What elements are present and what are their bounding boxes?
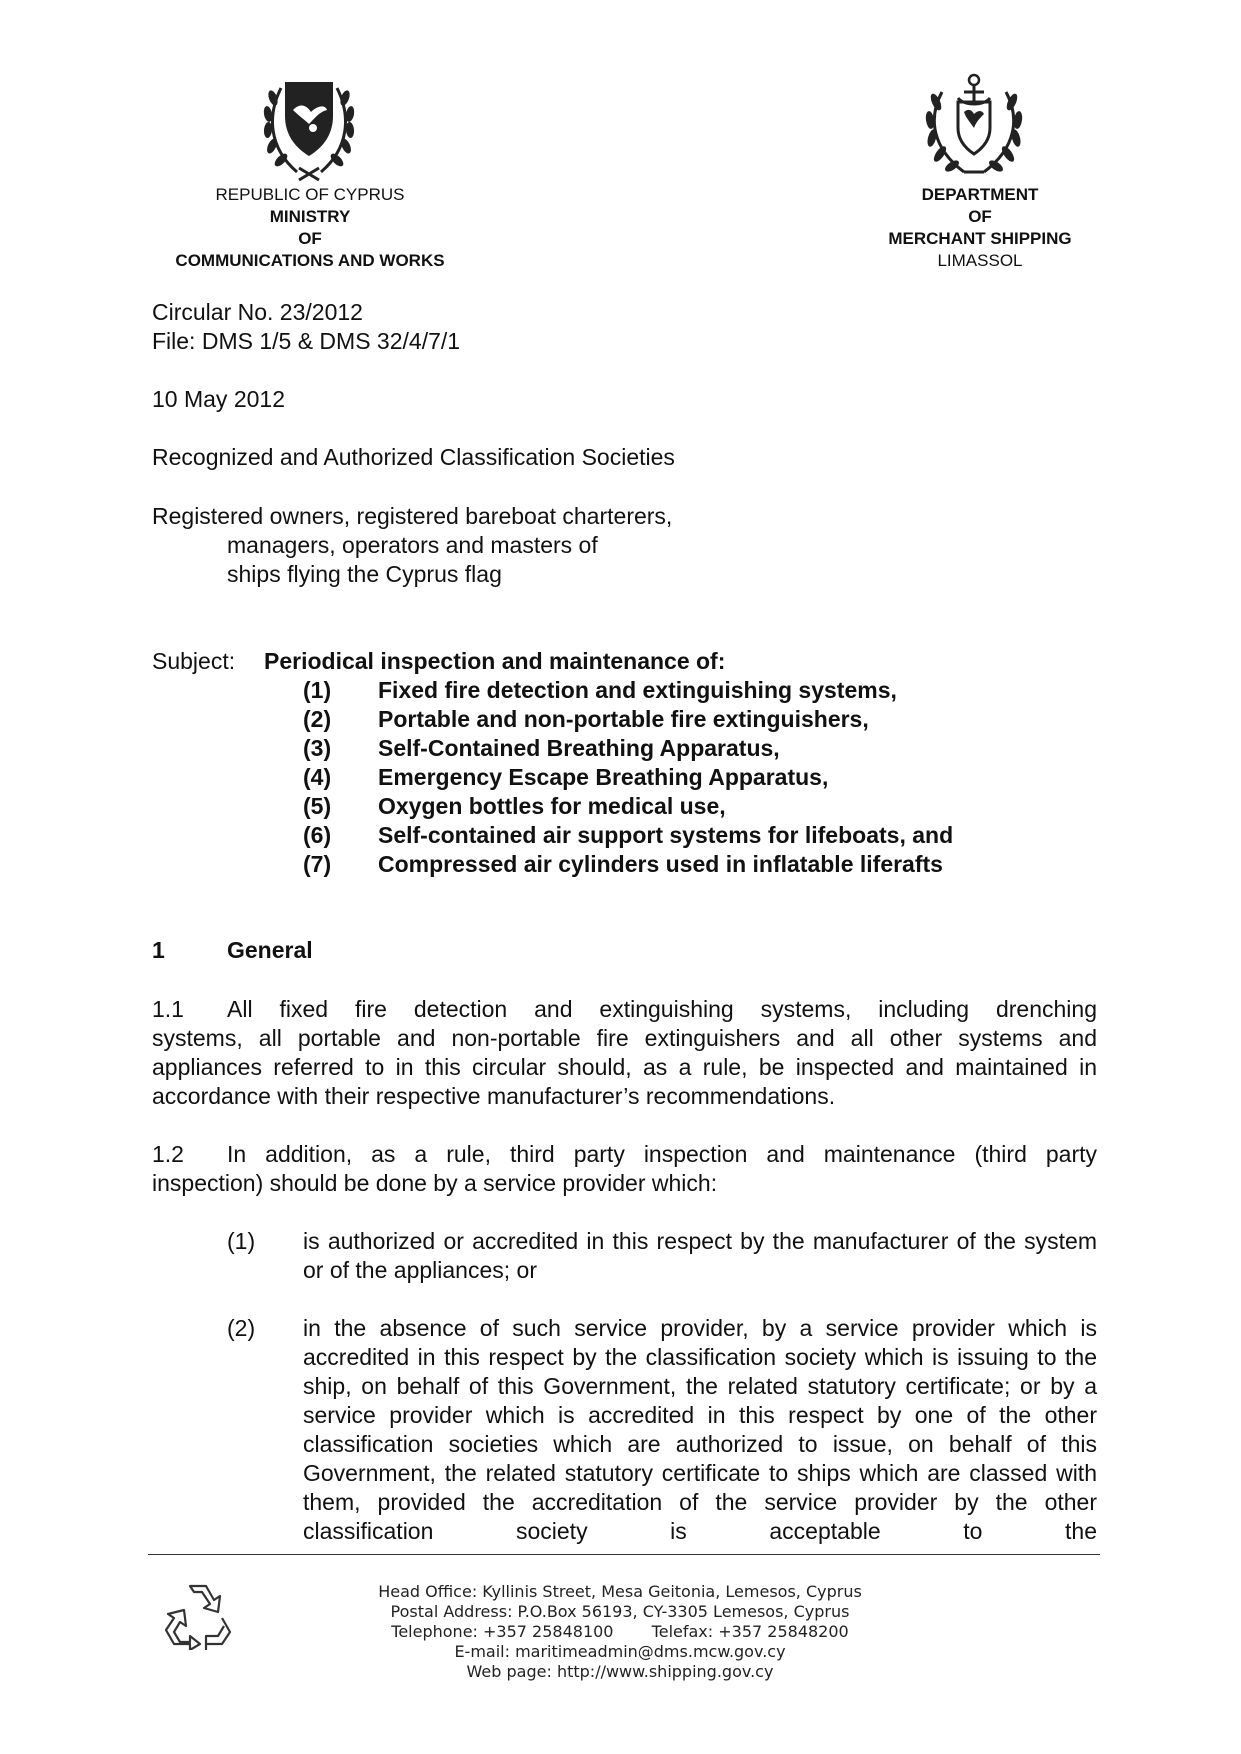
recipient-owners-line2: managers, operators and masters of — [227, 532, 598, 558]
merchant-shipping-emblem-icon — [918, 72, 1030, 182]
footer-telephone: Telephone: +357 25848100 — [391, 1622, 614, 1641]
subject-label: Subject: — [152, 648, 236, 674]
paragraph-1-1-body: systems, all portable and non-portable fire extinguishers and all other systems and appliances referred to in this circular should, as a rule, be inspected and maintained in accordance with their respective manufacturer’s recommendations. — [152, 1025, 1097, 1109]
subject-item-num: (1) — [303, 677, 332, 703]
subclause-2-number: (2) — [227, 1315, 256, 1341]
subject-item-num: (4) — [303, 764, 332, 790]
paragraph-1-1-number: 1.1 — [152, 996, 184, 1022]
subject-item-num: (3) — [303, 735, 332, 761]
header-department — [840, 184, 1120, 272]
header-ministry-line: MINISTRY — [269, 207, 351, 226]
subclause-1-text: is authorized or accredited in this respect by the manufacturer of the system or of the appliances; or — [303, 1228, 1097, 1283]
subclause-2-text: in the absence of such service provider, by a service provider which is accredited in this respect by the classification society which is issuing to the ship, on behalf of this Government, the related statutory certificate; or by a service provider which is accredited in this respect by one of the other classification societies which are authorized to issue, on behalf of this Government, the related statutory certificate to ships which are classed with them, provided the accreditation of the service provider by the other classification society is acceptable to the — [303, 1315, 1097, 1544]
subject-item-text: Emergency Escape Breathing Apparatus, — [378, 764, 829, 790]
header-limassol-line: LIMASSOL — [937, 251, 1023, 270]
recycle-icon — [160, 1580, 236, 1650]
footer-contact — [340, 1582, 900, 1682]
section-number: 1 — [152, 937, 165, 963]
file-reference: File: DMS 1/5 & DMS 32/4/7/1 — [152, 328, 461, 354]
header-republic-line: REPUBLIC OF CYPRUS — [215, 185, 405, 204]
footer-email[interactable]: E-mail: maritimeadmin@dms.mcw.gov.cy — [454, 1642, 786, 1661]
paragraph-1-1-first-line: All fixed fire detection and extinguishing systems, including drenching — [227, 996, 1097, 1022]
paragraph-1-2-first-line: In addition, as a rule, third party inspection and maintenance (third party — [227, 1141, 1097, 1167]
subclause-1-number: (1) — [227, 1228, 256, 1254]
subject-item-text: Oxygen bottles for medical use, — [378, 793, 726, 819]
subject-item-num: (6) — [303, 822, 332, 848]
subject-item-num: (5) — [303, 793, 332, 819]
header-of-line-right: OF — [968, 207, 992, 226]
footer-phone-fax — [340, 1622, 900, 1642]
header-communications-line: COMMUNICATIONS AND WORKS — [175, 251, 445, 270]
subject-title: Periodical inspection and maintenance of: — [264, 648, 726, 674]
header-department-line: DEPARTMENT — [921, 185, 1039, 204]
subject-item-text: Compressed air cylinders used in inflatable liferafts — [378, 851, 943, 877]
header-merchant-shipping-line: MERCHANT SHIPPING — [888, 229, 1072, 248]
subject-item-text: Portable and non-portable fire extinguishers, — [378, 706, 869, 732]
footer-telefax: Telefax: +357 25848200 — [651, 1622, 849, 1641]
footer-postal-address: Postal Address: P.O.Box 56193, CY-3305 Lemesos, Cyprus — [390, 1602, 850, 1621]
header-ministry — [140, 184, 480, 272]
subject-item-num: (2) — [303, 706, 332, 732]
section-title: General — [227, 937, 313, 963]
recipient-owners-line3: ships flying the Cyprus flag — [227, 561, 502, 587]
subject-item-text: Self-Contained Breathing Apparatus, — [378, 735, 780, 761]
circular-number: Circular No. 23/2012 — [152, 299, 363, 325]
paragraph-1-2-number: 1.2 — [152, 1141, 184, 1167]
subject-item-text: Fixed fire detection and extinguishing systems, — [378, 677, 897, 703]
paragraph-1-2-body: inspection) should be done by a service provider which: — [152, 1170, 718, 1196]
recipient-owners-line1: Registered owners, registered bareboat charterers, — [152, 503, 673, 529]
recipient-classification-societies: Recognized and Authorized Classification Societies — [152, 444, 675, 470]
header-of-line: OF — [298, 229, 322, 248]
footer-web-page[interactable]: Web page: http://www.shipping.gov.cy — [466, 1662, 774, 1681]
circular-date: 10 May 2012 — [152, 386, 285, 412]
footer-head-office: Head Office: Kyllinis Street, Mesa Geitonia, Lemesos, Cyprus — [378, 1582, 862, 1601]
footer-divider — [148, 1554, 1100, 1555]
subject-item-text: Self-contained air support systems for lifeboats, and — [378, 822, 954, 848]
cyprus-coat-of-arms-icon — [253, 76, 365, 184]
subject-item-num: (7) — [303, 851, 332, 877]
